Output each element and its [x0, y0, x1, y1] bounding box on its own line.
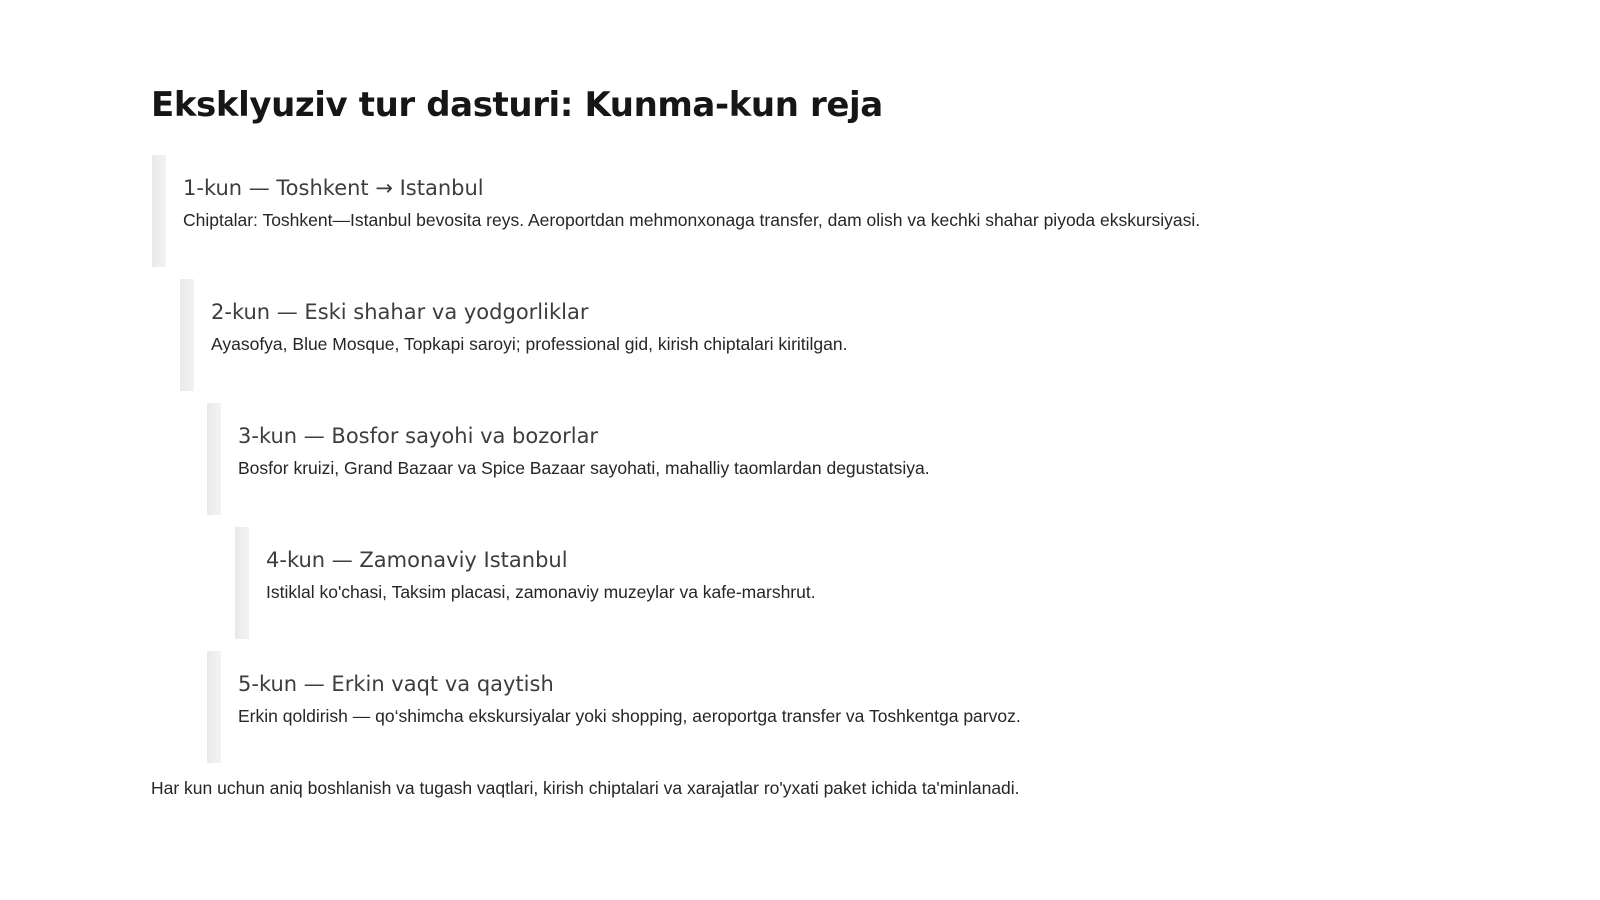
day-title: 3-kun — Bosfor sayohi va bozorlar: [238, 424, 599, 448]
day-card-2: [180, 279, 847, 391]
day-description: Bosfor kruizi, Grand Bazaar va Spice Bazaar sayohati, mahalliy taomlardan degustatsiya.: [238, 458, 930, 478]
day-description: Ayasofya, Blue Mosque, Topkapi saroyi; professional gid, kirish chiptalari kiritilgan.: [211, 334, 848, 354]
day-card-4: [235, 527, 816, 639]
day-card-1: [152, 155, 1200, 267]
day-title: 5-kun — Erkin vaqt va qaytish: [238, 672, 554, 696]
day-description: Erkin qoldirish — qo‘shimcha ekskursiyalar yoki shopping, aeroportga transfer va Toshkentga parvoz.: [238, 706, 1021, 726]
day-description: Istiklal ko'chasi, Taksim placasi, zamonaviy muzeylar va kafe-marshrut.: [266, 582, 816, 602]
day-title: 1-kun — Toshkent → Istanbul: [183, 176, 484, 200]
page-title: Eksklyuziv tur dasturi: Kunma-kun reja: [151, 85, 883, 125]
day-description: Chiptalar: Toshkent—Istanbul bevosita reys. Aeroportdan mehmonxonaga transfer, dam olish va kechki shahar piyoda ekskursiyasi.: [183, 210, 1201, 230]
day-card-3: [207, 403, 930, 515]
footer-note: Har kun uchun aniq boshlanish va tugash vaqtlari, kirish chiptalari va xarajatlar ro'yxati paket ichida ta'minlanadi.: [151, 778, 1020, 798]
day-title: 4-kun — Zamonaviy Istanbul: [266, 548, 568, 572]
day-title: 2-kun — Eski shahar va yodgorliklar: [211, 300, 589, 324]
day-card-5: [207, 651, 1021, 763]
